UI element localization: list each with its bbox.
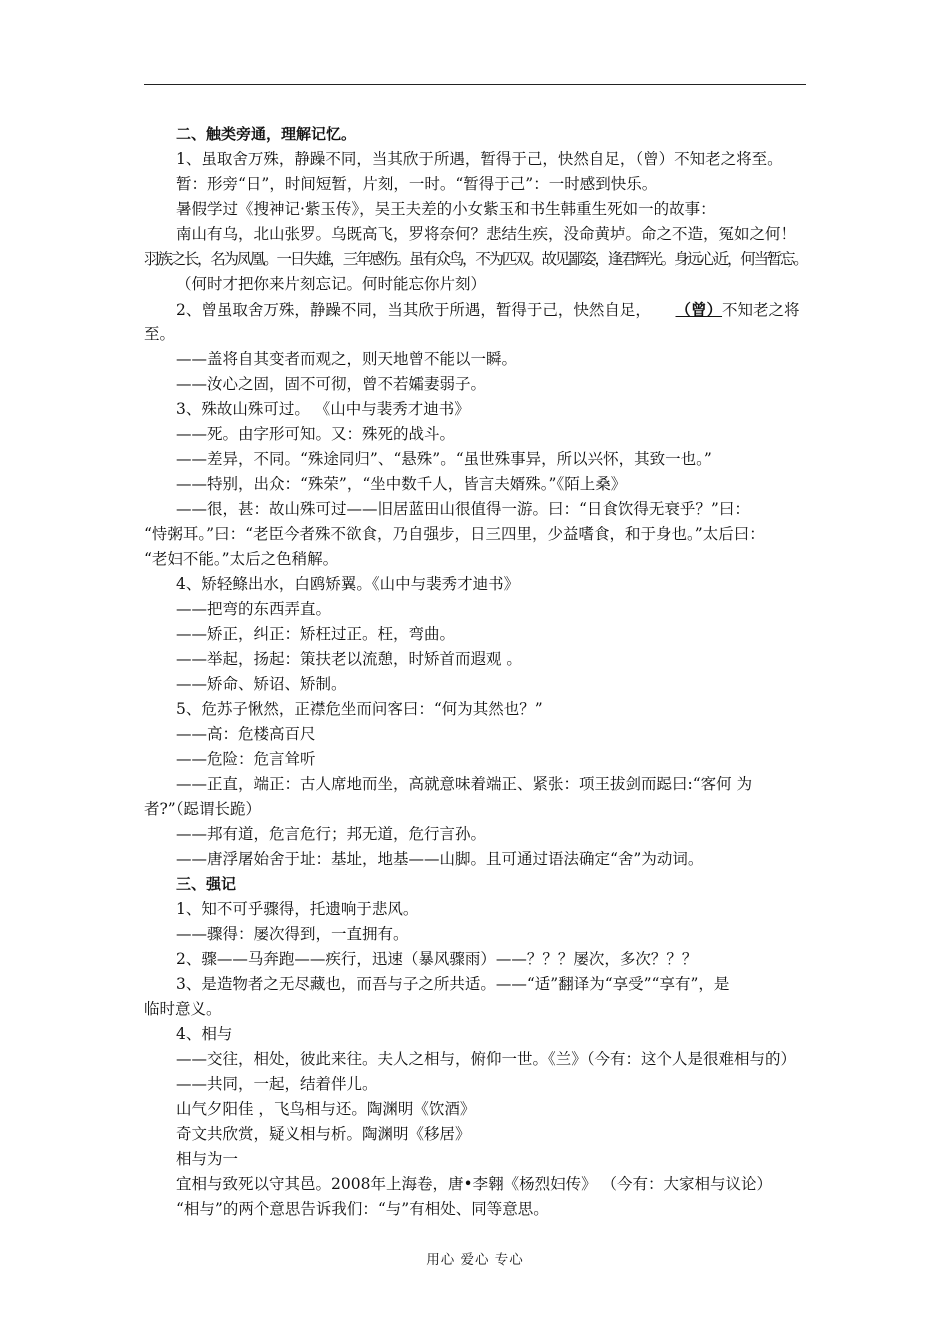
text-line: 临时意义。 bbox=[144, 1000, 222, 1018]
text-line: 相与为一 bbox=[176, 1150, 239, 1168]
text-line: 山气夕阳佳 ，飞鸟相与还。陶渊明《饮酒》 bbox=[176, 1100, 476, 1118]
text-line: 3、殊故山殊可过。 《山中与裴秀才迪书》 bbox=[176, 400, 470, 418]
text-line: ——特别，出众：“殊荣”，“坐中数千人，皆言夫婿殊。”《陌上桑》 bbox=[176, 475, 627, 493]
text-line: 1、虽取舍万殊，静躁不同，当其欣于所遇，暂得于己，快然自足，（曾）不知老之将至。 bbox=[176, 150, 783, 168]
text-line: 奇文共欣赏，疑义相与析。陶渊明《移居》 bbox=[176, 1125, 471, 1143]
section-heading: 三、强记 bbox=[176, 875, 237, 893]
text-line: 暑假学过《搜神记·紫玉传》，吴王夫差的小女紫玉和书生韩重生死如一的故事： bbox=[176, 200, 716, 218]
text-line: ——汝心之固，固不可彻，曾不若孀妻弱子。 bbox=[176, 375, 487, 393]
text-line: ——矫正，纠正：矫枉过正。枉，弯曲。 bbox=[176, 625, 456, 643]
text-line: 4、相与 bbox=[176, 1025, 233, 1043]
text-line: ——高：危楼高百尺 bbox=[176, 725, 316, 743]
text-line: 暂：形旁“日”，时间短暂，片刻，一时。“暂得于己”：一时感到快乐。 bbox=[176, 175, 658, 193]
text-line: 至。 bbox=[144, 325, 176, 343]
text-line: ——邦有道，危言危行；邦无道，危行言孙。 bbox=[176, 825, 487, 843]
text-line: 羽族之长，名为凤凰。一日失雄，三年感伤。虽有众鸟，不为匹双。故见鄙姿，逢君辉光。身远心近，何当暂忘。 bbox=[144, 250, 807, 268]
text-line: ——死。由字形可知。又：殊死的战斗。 bbox=[176, 425, 456, 443]
text-line: ——举起，扬起：策扶老以流憩，时矫首而遐观 。 bbox=[176, 650, 522, 668]
text-line: ——唐浮屠始舍于址：基址，地基——山脚。且可通过语法确定“舍”为动词。 bbox=[176, 850, 704, 868]
text-line: ——交往，相处，彼此来往。夫人之相与，俯仰一世。《兰》（今有：这个人是很难相与的） bbox=[176, 1050, 797, 1068]
text-line: 4、矫轻鲦出水，白鸥矫翼。《山中与裴秀才迪书》 bbox=[176, 575, 520, 593]
header-rule bbox=[144, 84, 806, 85]
document-body bbox=[144, 122, 816, 1222]
text-line: “相与”的两个意思告诉我们：“与”有相处、同等意思。 bbox=[176, 1200, 549, 1218]
text-line: 宜相与致死以守其邑。2008年上海卷，唐•李翱《杨烈妇传》 （今有：大家相与议论） bbox=[176, 1175, 773, 1193]
text-span: 2、曾虽取舍万殊，静躁不同，当其欣于所遇，暂得于己，快然自足， bbox=[176, 301, 651, 319]
text-line: “恃粥耳。”曰：“老臣今者殊不欲食，乃自强步，日三四里，少益嗜食，和于身也。”太后曰： bbox=[144, 525, 765, 543]
text-line: ——盖将自其变者而观之，则天地曾不能以一瞬。 bbox=[176, 350, 518, 368]
text-line: ——正直，端正：古人席地而坐，高就意味着端正、紧张：项王拔剑而跽曰:“客何 为 bbox=[176, 775, 753, 793]
text-span: 不知老之将 bbox=[722, 301, 800, 319]
text-line bbox=[144, 297, 816, 322]
text-line: 者?”（跽谓长跪） bbox=[144, 800, 261, 818]
text-line: ——很，甚：故山殊可过——旧居蓝田山很值得一游。曰：“日食饮得无衰乎？”曰： bbox=[176, 500, 750, 518]
text-line: “老妇不能。”太后之色稍解。 bbox=[144, 550, 339, 568]
text-line: 南山有乌，北山张罗。乌既高飞，罗将奈何？悲结生疾，没命黄垆。命之不造，冤如之何！ bbox=[176, 225, 797, 243]
text-line: （何时才把你来片刻忘记。何时能忘你片刻） bbox=[176, 275, 487, 293]
text-line: ——共同，一起，结着伴儿。 bbox=[176, 1075, 378, 1093]
text-line: 1、知不可乎骤得，托遗响于悲风。 bbox=[176, 900, 419, 918]
text-line: ——把弯的东西弄直。 bbox=[176, 600, 332, 618]
text-line: ——骤得：屡次得到，一直拥有。 bbox=[176, 925, 409, 943]
text-line: ——矫命、矫诏、矫制。 bbox=[176, 675, 347, 693]
text-line: 2、骤——马奔跑——疾行，迅速（暴风骤雨）——？？？屡次，多次？？？ bbox=[176, 950, 698, 968]
page-footer: 用心 爱心 专心 bbox=[426, 1252, 524, 1268]
section-heading: 二、触类旁通，理解记忆。 bbox=[176, 125, 357, 143]
text-line: ——危险：危言耸听 bbox=[176, 750, 316, 768]
underlined-term: （曾） bbox=[675, 300, 723, 319]
text-line: ——差异，不同。“殊途同归”、“悬殊”。“虽世殊事异，所以兴怀，其致一也。” bbox=[176, 450, 712, 468]
text-line: 5、危苏子愀然，正襟危坐而问客曰：“何为其然也？” bbox=[176, 700, 543, 718]
text-line: 3、是造物者之无尽藏也，而吾与子之所共适。——“适”翻译为“享受”“享有”，是 bbox=[176, 975, 730, 993]
